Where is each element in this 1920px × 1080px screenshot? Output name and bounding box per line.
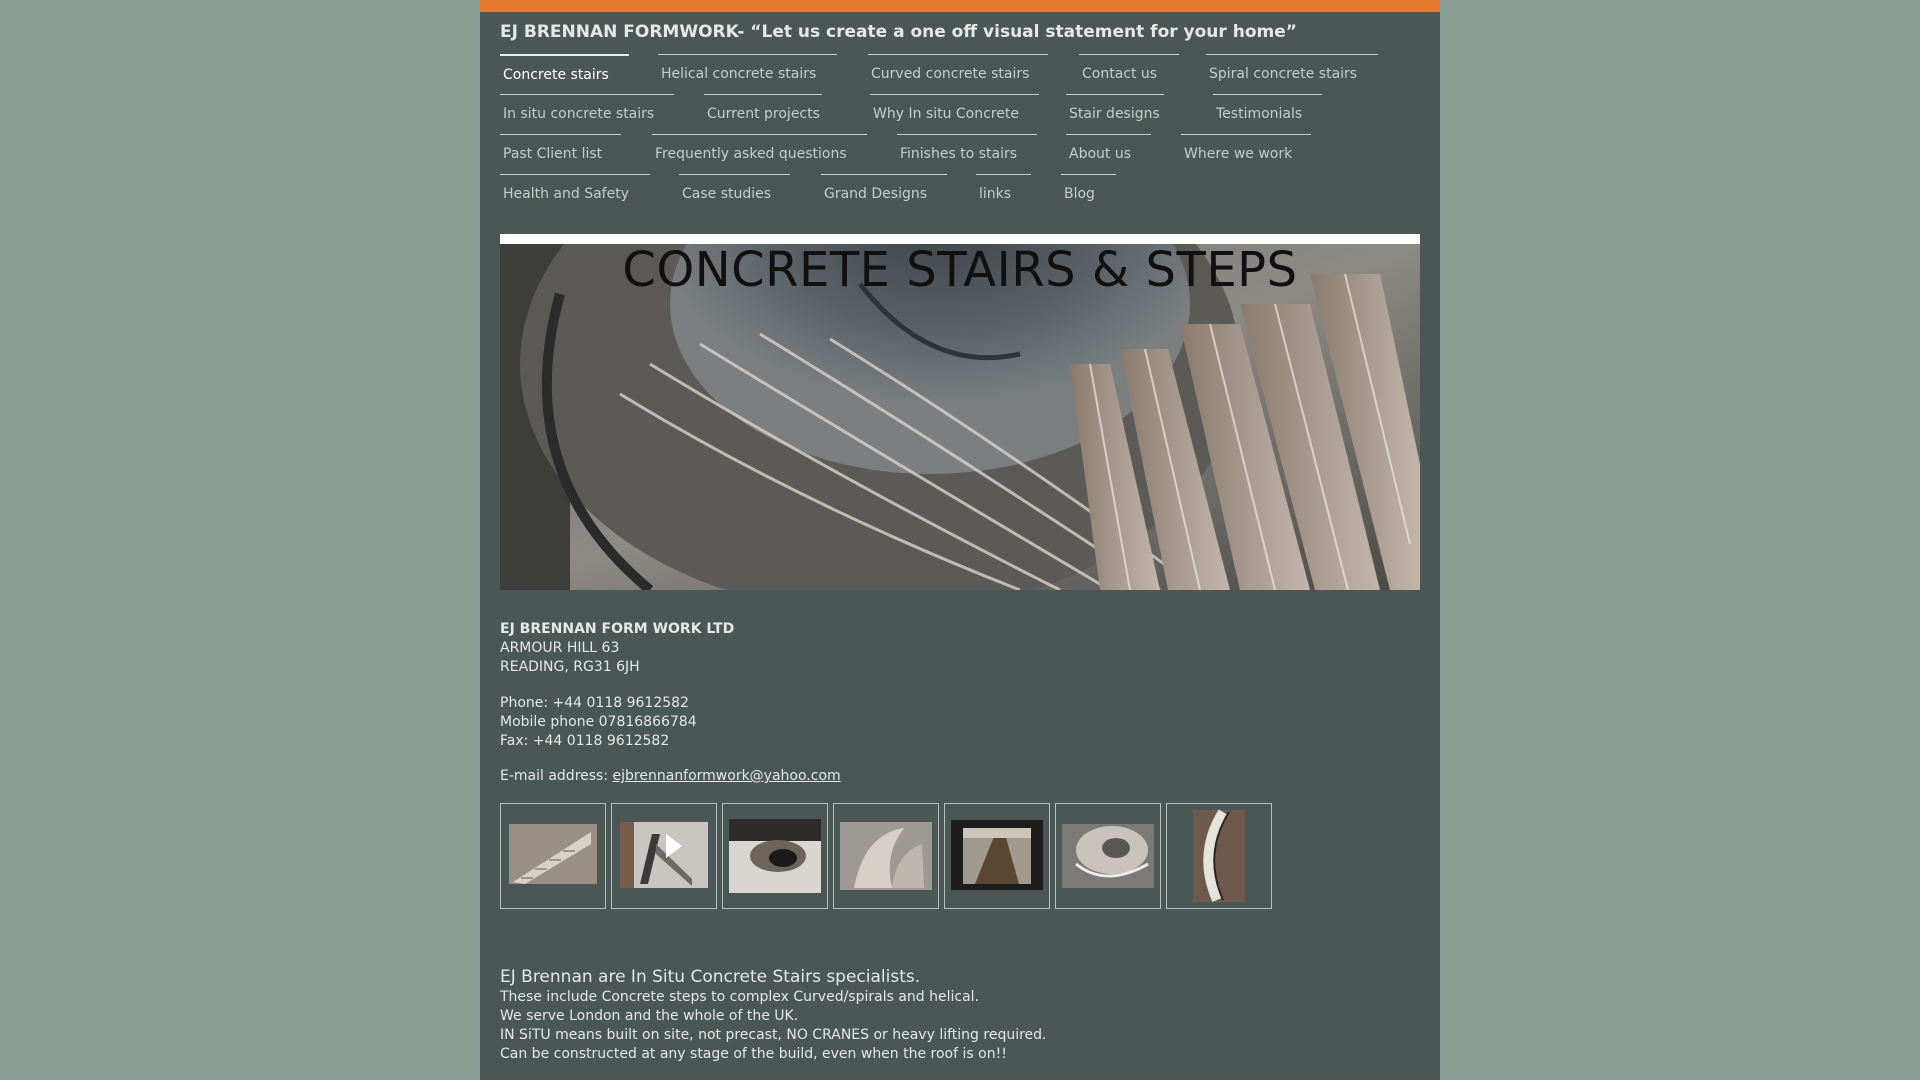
phone-number: Phone: +44 0118 9612582	[500, 695, 689, 711]
nav-about-us[interactable]: About us	[1066, 134, 1151, 174]
address-line-2: READING, RG31 6JH	[500, 659, 640, 675]
fax-number: Fax: +44 0118 9612582	[500, 733, 670, 749]
nav-why-in-situ-concrete[interactable]: Why In situ Concrete	[870, 94, 1039, 134]
cantilever-stair-image	[612, 804, 716, 908]
nav-health-and-safety[interactable]: Health and Safety	[500, 174, 650, 214]
intro-line-2: We serve London and the whole of the UK.	[500, 1008, 799, 1024]
nav-concrete-stairs[interactable]: Concrete stairs	[500, 54, 629, 94]
nav-in-situ-concrete-stairs[interactable]: In situ concrete stairs	[500, 94, 674, 134]
nav-contact-us[interactable]: Contact us	[1079, 54, 1179, 94]
curved-stair-railing-image	[1167, 804, 1271, 908]
cantilever-stair-thumbnail[interactable]	[611, 803, 717, 909]
nav-blog[interactable]: Blog	[1061, 174, 1116, 214]
helical-stair-image	[834, 804, 938, 908]
nav-finishes-to-stairs[interactable]: Finishes to stairs	[897, 134, 1037, 174]
mobile-number: Mobile phone 07816866784	[500, 714, 697, 730]
nav-where-we-work[interactable]: Where we work	[1181, 134, 1311, 174]
nav-helical-concrete-stairs[interactable]: Helical concrete stairs	[658, 54, 837, 94]
nav-curved-concrete-stairs[interactable]: Curved concrete stairs	[868, 54, 1048, 94]
intro-heading: EJ Brennan are In Situ Concrete Stairs specialists.	[500, 967, 921, 987]
page-container	[480, 0, 1440, 1080]
spiral-stair-dark-thumbnail[interactable]	[944, 803, 1050, 909]
intro-line-1: These include Concrete steps to complex Curved/spirals and helical.	[500, 989, 980, 1005]
curved-stair-railing-thumbnail[interactable]	[1166, 803, 1272, 909]
intro-line-4: Can be constructed at any stage of the build, even when the roof is on!!	[500, 1046, 1007, 1062]
nav-stair-designs[interactable]: Stair designs	[1066, 94, 1164, 134]
address-line-1: ARMOUR HILL 63	[500, 640, 620, 656]
nav-testimonials[interactable]: Testimonials	[1213, 94, 1322, 134]
banner-title: CONCRETE STAIRS & STEPS	[622, 242, 1298, 298]
straight-stair-image	[501, 804, 605, 908]
accent-top-bar	[480, 0, 1440, 12]
intro-line-3: IN SiTU means built on site, not precast, NO CRANES or heavy lifting required.	[500, 1027, 1047, 1043]
straight-stair-thumbnail[interactable]	[500, 803, 606, 909]
nav-past-client-list[interactable]: Past Client list	[500, 134, 621, 174]
spiral-stair-light-thumbnail[interactable]	[1055, 803, 1161, 909]
nav-links[interactable]: links	[976, 174, 1031, 214]
email-label: E-mail address:	[500, 768, 609, 784]
company-name: EJ BRENNAN FORM WORK LTD	[500, 621, 735, 637]
nav-grand-designs[interactable]: Grand Designs	[821, 174, 947, 214]
curved-stair-image	[723, 804, 827, 908]
nav-current-projects[interactable]: Current projects	[704, 94, 822, 134]
hero-banner	[500, 234, 1420, 590]
helical-stair-thumbnail[interactable]	[833, 803, 939, 909]
nav-case-studies[interactable]: Case studies	[679, 174, 790, 214]
spiral-stair-dark-image	[945, 804, 1049, 908]
email-row	[500, 768, 841, 784]
nav-frequently-asked-questions[interactable]: Frequently asked questions	[652, 134, 867, 174]
email-link[interactable]: ejbrennanformwork@yahoo.com	[612, 768, 841, 784]
site-title: EJ BRENNAN FORMWORK- “Let us create a one off visual statement for your home”	[500, 22, 1297, 42]
spiral-stair-light-image	[1056, 804, 1160, 908]
nav-spiral-concrete-stairs[interactable]: Spiral concrete stairs	[1206, 54, 1378, 94]
curved-stair-thumbnail[interactable]	[722, 803, 828, 909]
